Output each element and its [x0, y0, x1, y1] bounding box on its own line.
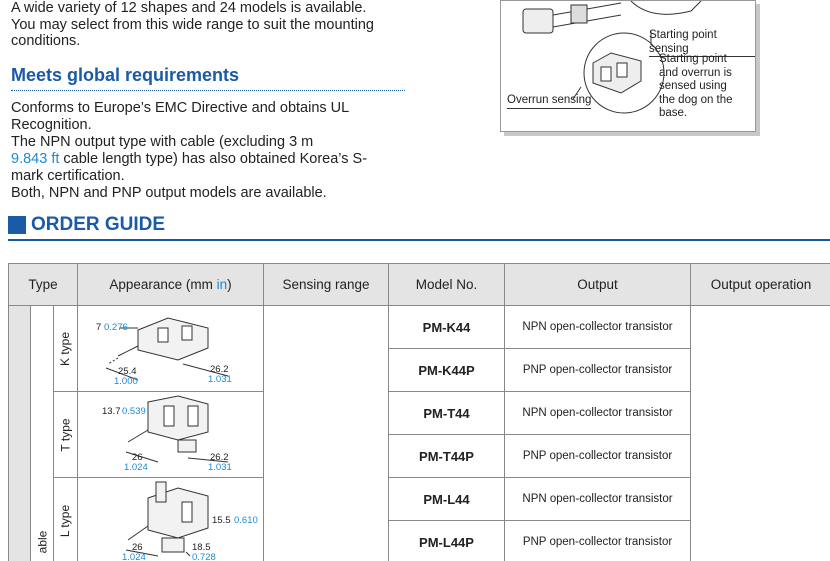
global-requirements-body — [11, 100, 411, 202]
order-table — [8, 263, 830, 561]
model-cell: PM-K44P — [389, 349, 505, 392]
type-t-cell — [54, 392, 78, 478]
conf-line: mark certification. — [11, 168, 125, 184]
header-sensing-range: Sensing range — [264, 264, 389, 306]
appearance-t — [78, 392, 264, 478]
t-type-drawing — [78, 392, 263, 477]
section-square-icon — [8, 216, 26, 234]
group-col-cable — [31, 306, 54, 561]
note-line: and overrun is — [659, 66, 732, 79]
svg-text:18.5: 18.5 — [192, 542, 211, 553]
svg-text:0.728: 0.728 — [192, 552, 216, 561]
model-cell: PM-K44 — [389, 306, 505, 349]
conf-line: Recognition. — [11, 117, 92, 133]
output-cell: NPN open-collector transistor — [505, 478, 691, 521]
svg-text:13.7: 13.7 — [102, 406, 121, 417]
order-guide-header — [8, 213, 830, 241]
intro-line: A wide variety of 12 shapes and 24 models is available. — [11, 0, 367, 16]
svg-text:0.610: 0.610 — [234, 515, 258, 526]
svg-text:0.276: 0.276 — [104, 322, 128, 333]
svg-text:15.5: 15.5 — [212, 515, 231, 526]
group-cable-label: able — [35, 530, 49, 554]
svg-text:1.024: 1.024 — [124, 462, 148, 473]
output-cell: PNP open-collector transistor — [505, 521, 691, 561]
note-line: the dog on the — [659, 93, 733, 106]
global-requirements-heading: Meets global requirements — [11, 65, 405, 91]
output-cell: NPN open-collector transistor — [505, 392, 691, 435]
note-line: base. — [659, 107, 688, 119]
conf-line: Conforms to Europe’s EMC Directive and obtains UL — [11, 100, 350, 116]
output-cell: PNP open-collector transistor — [505, 349, 691, 392]
appearance-k — [78, 306, 264, 392]
overrun-label: Overrun sensing — [507, 94, 591, 109]
order-guide-title: ORDER GUIDE — [31, 214, 166, 235]
conf-line: The NPN output type with cable (excluding 3 m — [11, 134, 314, 150]
type-k-cell — [54, 306, 78, 392]
l-type-drawing — [78, 478, 263, 561]
header-appearance-close: ) — [227, 277, 232, 292]
svg-text:7: 7 — [96, 322, 102, 333]
output-cell: NPN open-collector transistor — [505, 306, 691, 349]
svg-text:25.4: 25.4 — [118, 366, 137, 377]
sensing-illustration — [500, 0, 756, 132]
svg-text:26: 26 — [132, 542, 143, 553]
svg-text:1.024: 1.024 — [122, 552, 146, 561]
type-l-label: L type — [58, 504, 73, 537]
svg-text:1.031: 1.031 — [208, 462, 232, 473]
group-col-outer — [9, 306, 31, 561]
output-cell: PNP open-collector transistor — [505, 435, 691, 478]
conf-line: Both, NPN and PNP output models are available. — [11, 185, 327, 201]
intro-line: You may select from this wide range to suit the mounting — [11, 16, 374, 33]
appearance-l — [78, 478, 264, 561]
header-model-no: Model No. — [389, 264, 505, 306]
header-type: Type — [9, 264, 78, 306]
type-l-cell — [54, 478, 78, 561]
header-appearance-label: Appearance (mm — [109, 277, 217, 292]
intro-text — [11, 0, 411, 50]
svg-text:26.2: 26.2 — [210, 364, 229, 375]
figure-note — [659, 53, 733, 121]
model-cell: PM-L44 — [389, 478, 505, 521]
conf-line — [11, 151, 411, 168]
svg-text:1.000: 1.000 — [114, 376, 138, 387]
output-operation-cell — [691, 306, 830, 561]
type-k-label: K type — [58, 331, 73, 366]
model-cell: PM-L44P — [389, 521, 505, 561]
model-cell: PM-T44 — [389, 392, 505, 435]
sensing-range-cell — [264, 306, 389, 561]
conf-line-rest: cable length type) has also obtained Korea’s S- — [59, 151, 368, 167]
header-output-operation: Output operation — [691, 264, 830, 306]
type-t-label: T type — [58, 417, 73, 452]
header-output: Output — [505, 264, 691, 306]
header-appearance-unit: in — [216, 277, 228, 292]
svg-text:1.031: 1.031 — [208, 374, 232, 385]
note-line: Starting point — [659, 53, 727, 65]
k-type-drawing — [78, 306, 263, 391]
svg-text:0.539: 0.539 — [122, 406, 146, 417]
starting-point-label: Starting point sensing — [649, 29, 755, 57]
model-cell: PM-T44P — [389, 435, 505, 478]
note-line: sensed using — [659, 80, 727, 92]
intro-line: conditions. — [11, 33, 81, 49]
svg-text:26.2: 26.2 — [210, 452, 229, 463]
header-appearance — [78, 264, 264, 306]
svg-text:26: 26 — [132, 452, 143, 463]
imperial-value: 9.843 ft — [11, 151, 60, 167]
